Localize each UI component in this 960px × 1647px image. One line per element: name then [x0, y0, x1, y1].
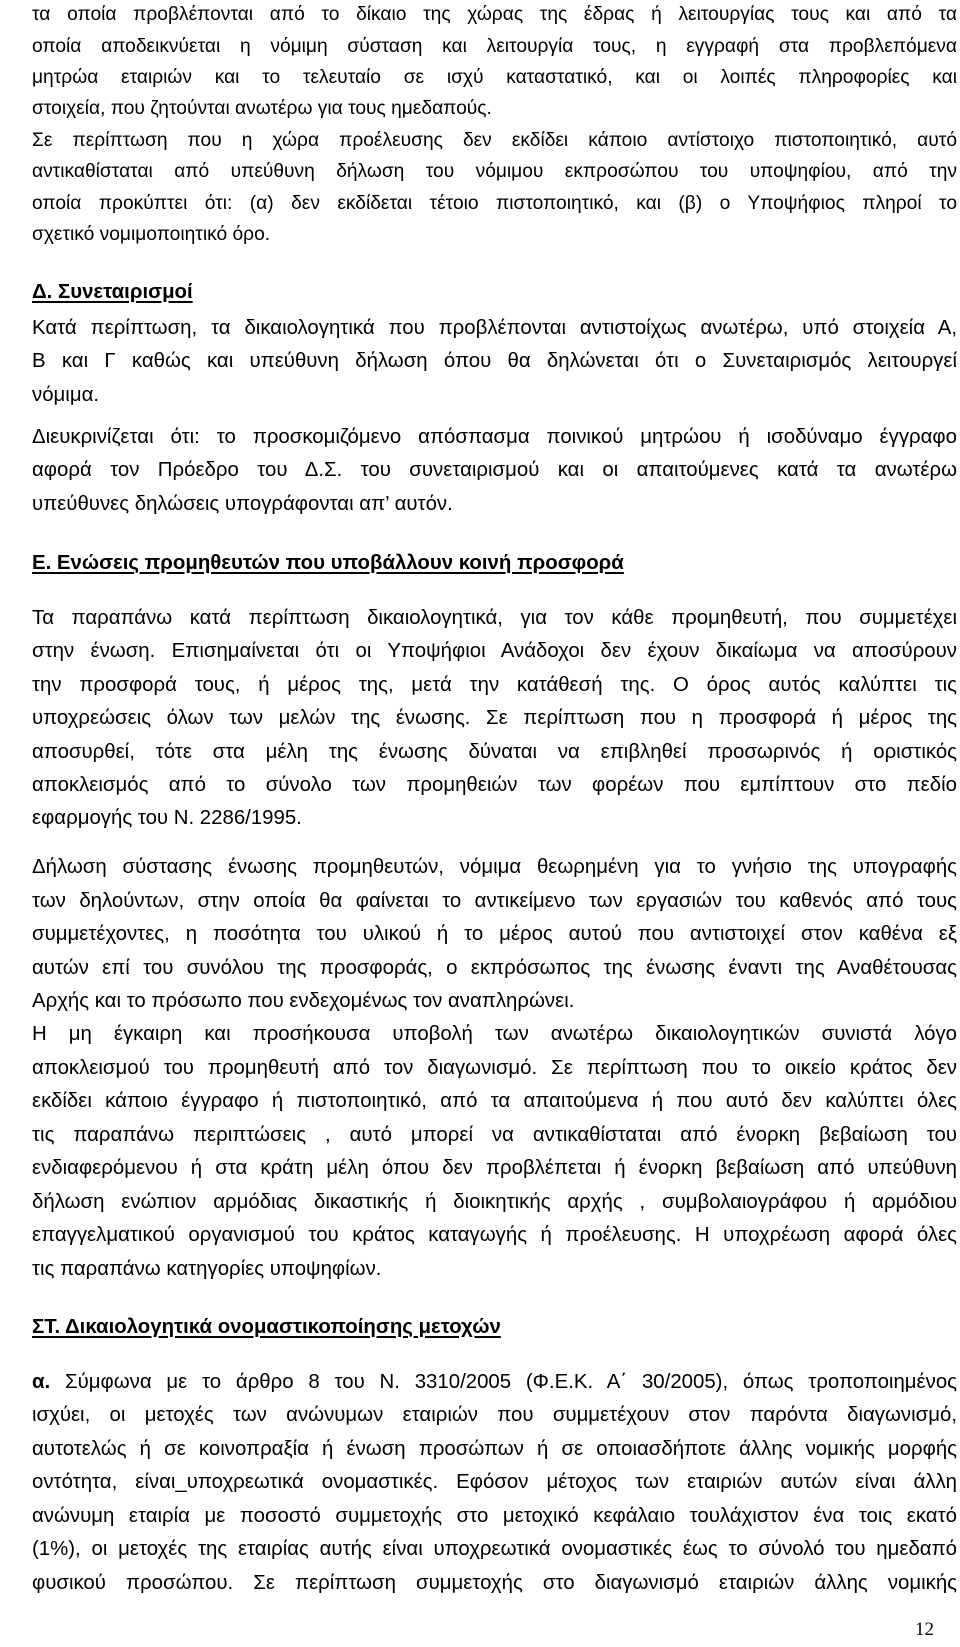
- text-line: (1%), οι μετοχές της εταιρίας αυτής είναι υποχρεωτικά ονομαστικές έως το σύνολό του ημεδαπό: [32, 1538, 957, 1560]
- text-line: τα οποία προβλέπονται από το δίκαιο της χώρας της έδρας ή λειτουργίας τους και από τα: [32, 4, 957, 25]
- section-heading-e: Ε. Ενώσεις προμηθευτών που υποβάλλουν κοινή προσφορά: [32, 552, 624, 574]
- text-line: των δηλούντων, στην οποία θα φαίνεται το αντικείμενο των εργασιών του καθενός από τους: [32, 890, 957, 912]
- text-line: ενδιαφερόμενου ή στα κράτη μέλη όπου δεν προβλέπεται ή ένορκη βεβαίωση από υπεύθυνη: [32, 1157, 957, 1179]
- text-line: Διευκρινίζεται ότι: το προσκομιζόμενο απόσπασμα ποινικού μητρώου ή ισοδύναμο έγγραφο: [32, 426, 957, 448]
- list-item-a: [32, 1372, 957, 1392]
- text-line: ισχύει, οι μετοχές των ανώνυμων εταιριών που συμμετέχουν στον παρόντα διαγωνισμό,: [32, 1404, 957, 1426]
- text-line: νόμιμα.: [32, 384, 100, 406]
- text-line: στοιχεία, που ζητούνται ανωτέρω για τους ημεδαπούς.: [32, 98, 492, 119]
- list-item-a-label: α.: [32, 1371, 51, 1393]
- text-line: τις παραπάνω περιπτώσεις , αυτό μπορεί να αντικαθίσταται από ένορκη βεβαίωση του: [32, 1124, 957, 1146]
- text-line: αποκλεισμός από το σύνολο των προμηθειών των φορέων που εμπίπτουν στο πεδίο: [32, 774, 957, 796]
- text-line: στην ένωση. Επισημαίνεται ότι οι Υποψήφιοι Ανάδοχοι δεν έχουν δικαίωμα να αποσύρουν: [32, 640, 957, 662]
- text-line: αποκλεισμού του προμηθευτή από τον διαγωνισμό. Σε περίπτωση που το οικείο κράτος δεν: [32, 1057, 957, 1079]
- text-line: τις παραπάνω κατηγορίες υποψηφίων.: [32, 1258, 382, 1280]
- text-line: αφορά τον Πρόεδρο του Δ.Σ. του συνεταιρισμού και οι απαιτούμενες κατά τα ανωτέρω: [32, 459, 957, 481]
- text-line: δήλωση ενώπιον αρμόδιας δικαστικής ή διοικητικής αρχής , συμβολαιογράφου ή αρμόδιου: [32, 1191, 957, 1213]
- list-item-a-text: Σύμφωνα με το άρθρο 8 του Ν. 3310/2005 (Φ.Ε.Κ. Α΄ 30/2005), όπως τροποποιημένος: [65, 1371, 958, 1393]
- text-line: συμμετέχοντες, η ποσότητα του υλικού ή το μέρος αυτού που αντιστοιχεί στον καθένα εξ: [32, 923, 957, 945]
- text-line: την προσφορά τους, ή μέρος της, μετά την κατάθεσή της. Ο όρος αυτός καλύπτει τις: [32, 674, 957, 696]
- section-heading-d: Δ. Συνεταιρισμοί: [32, 281, 193, 303]
- text-line: εφαρμογής του Ν. 2286/1995.: [32, 807, 302, 829]
- text-line: σχετικό νομιμοποιητικό όρο.: [32, 224, 271, 245]
- text-line: Κατά περίπτωση, τα δικαιολογητικά που προβλέπονται αντιστοίχως ανωτέρω, υπό στοιχεία Α,: [32, 317, 957, 339]
- text-line: οποία προκύπτει ότι: (α) δεν εκδίδεται τέτοιο πιστοποιητικό, και (β) ο Υποψήφιος πληροί το: [32, 193, 957, 214]
- text-line: Σε περίπτωση που η χώρα προέλευσης δεν εκδίδει κάποιο αντίστοιχο πιστοποιητικό, αυτό: [32, 130, 957, 151]
- text-line: αυτών επί του συνόλου της προσφοράς, ο εκπρόσωπος της ένωσης έναντι της Αναθέτουσας: [32, 957, 957, 979]
- text-line: Δήλωση σύστασης ένωσης προμηθευτών, νόμιμα θεωρημένη για το γνήσιο της υπογραφής: [32, 856, 957, 878]
- text-line: αντικαθίσταται από υπεύθυνη δήλωση του νόμιμου εκπροσώπου του υποψηφίου, από την: [32, 161, 957, 182]
- text-line: εκδίδει κάποιο έγγραφο ή πιστοποιητικό, από τα απαιτούμενα ή που αυτό δεν καλύπτει όλες: [32, 1090, 957, 1112]
- text-line: Η μη έγκαιρη και προσήκουσα υποβολή των ανωτέρω δικαιολογητικών συνιστά λόγο: [32, 1023, 957, 1045]
- text-line: υπεύθυνες δηλώσεις υπογράφονται απ’ αυτόν.: [32, 493, 453, 515]
- text-line: Αρχής και το πρόσωπο που ενδεχομένως τον αναπληρώνει.: [32, 990, 575, 1012]
- text-line: οποία αποδεικνύεται η νόμιμη σύσταση και λειτουργία τους, η εγγραφή στα προβλεπόμενα: [32, 36, 957, 57]
- text-line: φυσικού προσώπου. Σε περίπτωση συμμετοχής στο διαγωνισμό εταιριών άλλης νομικής: [32, 1572, 957, 1594]
- text-line: αποσυρθεί, τότε στα μέλη της ένωσης δύναται να επιβληθεί προσωρινός ή οριστικός: [32, 741, 957, 763]
- section-heading-st: ΣΤ. Δικαιολογητικά ονομαστικοποίησης μετοχών: [32, 1316, 501, 1338]
- text-line: ανώνυμη εταιρία με ποσοστό συμμετοχής στο μετοχικό κεφάλαιο τουλάχιστον ένα τοις εκατό: [32, 1505, 957, 1527]
- text-line: υποχρεώσεις όλων των μελών της ένωσης. Σε περίπτωση που η προσφορά ή μέρος της: [32, 707, 957, 729]
- page-number: 12: [915, 1619, 934, 1640]
- text-line: Τα παραπάνω κατά περίπτωση δικαιολογητικά, για τον κάθε προμηθευτή, που συμμετέχει: [32, 607, 957, 629]
- text-line: μητρώα εταιριών και το τελευταίο σε ισχύ καταστατικό, και οι λοιπές πληροφορίες και: [32, 67, 957, 88]
- text-line: οντότητα, είναι_υποχρεωτικά ονομαστικές. Εφόσον μέτοχος των εταιριών αυτών είναι άλλη: [32, 1471, 957, 1493]
- text-line: επαγγελματικού οργανισμού του κράτος καταγωγής ή προέλευσης. Η υποχρέωση αφορά όλες: [32, 1224, 957, 1246]
- text-line: Β και Γ καθώς και υπεύθυνη δήλωση όπου θα δηλώνεται ότι ο Συνεταιρισμός λειτουργεί: [32, 350, 957, 372]
- text-line: αυτοτελώς ή σε κοινοπραξία ή ένωση προσώπων ή σε οποιασδήποτε άλλης νομικής μορφής: [32, 1438, 957, 1460]
